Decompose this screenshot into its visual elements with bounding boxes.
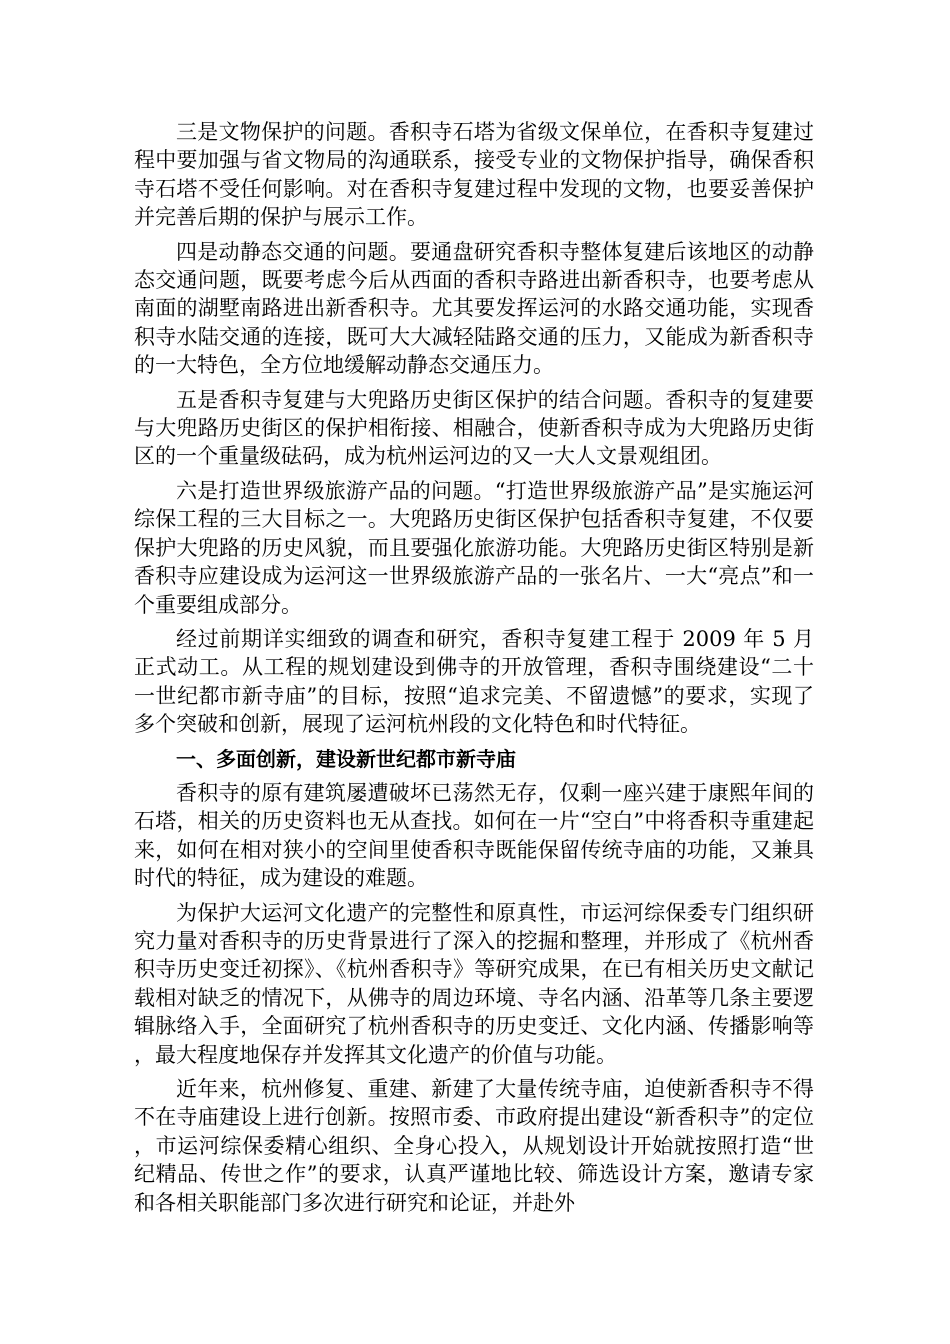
section-heading: 一、多面创新，建设新世纪都市新寺庙 bbox=[176, 746, 516, 771]
document-page bbox=[134, 118, 814, 1223]
paragraph-original-buildings: 香积寺的原有建筑屡遭破坏已荡然无存，仅剩一座兴建于康熙年间的石塔，相关的历史资料也无从查找。如何在一片“空白”中将香积寺重建起来，如何在相对狭小的空间里使香积寺既能保留传统寺庙的功能，又兼具时代的特征，成为建设的难题。 bbox=[134, 780, 814, 891]
paragraph-world-class-tourism: 六是打造世界级旅游产品的问题。“打造世界级旅游产品”是实施运河综保工程的三大目标之一。大兜路历史街区保护包括香积寺复建，不仅要保护大兜路的历史风貌，而且要强化旅游功能。大兜路历史街区特别是新香积寺应建设成为运河这一世界级旅游产品的一张名片、一大“亮点”和一个重要组成部分。 bbox=[134, 478, 814, 617]
paragraph-historic-district: 五是香积寺复建与大兜路历史街区保护的结合问题。香积寺的复建要与大兜路历史街区的保护相衔接、相融合，使新香积寺成为大兜路历史街区的一个重量级砝码，成为杭州运河边的又一大人文景观组团。 bbox=[134, 387, 814, 469]
paragraph-traffic-issue: 四是动静态交通的问题。要通盘研究香积寺整体复建后该地区的动静态交通问题，既要考虑今后从西面的香积寺路进出新香积寺，也要考虑从南面的湖墅南路进出新香积寺。尤其要发挥运河的水路交通功能，实现香积寺水陆交通的连接，既可大大减轻陆路交通的压力，又能成为新香积寺的一大特色，全方位地缓解动静态交通压力。 bbox=[134, 239, 814, 378]
paragraph-heritage-research: 为保护大运河文化遗产的完整性和原真性，市运河综保委专门组织研究力量对香积寺的历史背景进行了深入的挖掘和整理，并形成了《杭州香积寺历史变迁初探》、《杭州香积寺》等研究成果，在已有相关历史文献记载相对缺乏的情况下，从佛寺的周边环境、寺名内涵、沿革等几条主要逻辑脉络入手，全面研究了杭州香积寺的历史变迁、文化内涵、传播影响等，最大程度地保存并发挥其文化遗产的价值与功能。 bbox=[134, 900, 814, 1067]
paragraph-innovation: 近年来，杭州修复、重建、新建了大量传统寺庙，迫使新香积寺不得不在寺庙建设上进行创新。按照市委、市政府提出建设“新香积寺”的定位，市运河综保委精心组织、全身心投入，从规划设计开始就按照打造“世纪精品、传世之作”的要求，认真严谨地比较、筛选设计方案，邀请专家和各相关职能部门多次进行研究和论证，并赴外 bbox=[134, 1077, 814, 1215]
paragraph-cultural-relic-protection: 三是文物保护的问题。香积寺石塔为省级文保单位，在香积寺复建过程中要加强与省文物局的沟通联系，接受专业的文物保护指导，确保香积寺石塔不受任何影响。对在香积寺复建过程中发现的文物，也要妥善保护并完善后期的保护与展示工作。 bbox=[134, 120, 814, 230]
paragraph-construction-start: 经过前期详实细致的调查和研究，香积寺复建工程于 2009 年 5 月正式动工。从工程的规划建设到佛寺的开放管理，香积寺围绕建设“二十一世纪都市新寺庙”的目标，按照“追求完美、不留遗憾”的要求，实现了多个突破和创新，展现了运河杭州段的文化特色和时代特征。 bbox=[134, 626, 814, 737]
